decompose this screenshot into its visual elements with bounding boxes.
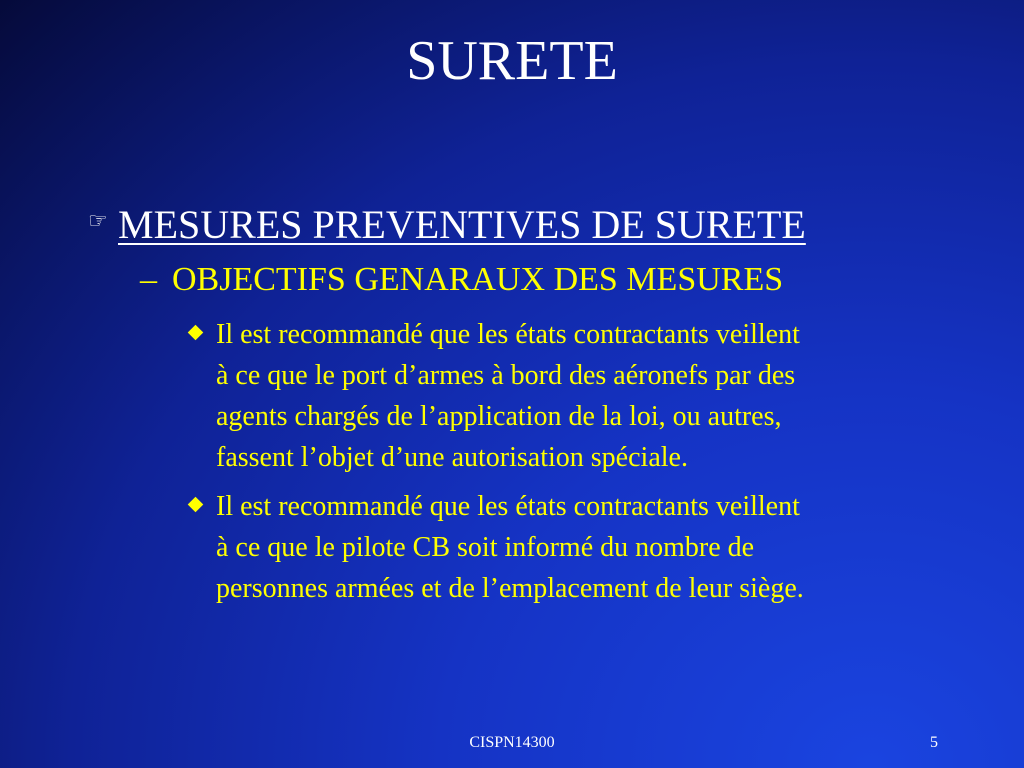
heading-text: MESURES PREVENTIVES DE SURETE	[118, 202, 806, 247]
diamond-icon	[188, 325, 204, 341]
page-number: 5	[930, 734, 938, 751]
bullet-line: Il est recommandé que les états contractants veillent	[216, 319, 800, 350]
bullet-item-2	[190, 486, 950, 609]
bullet-text	[216, 314, 950, 478]
diamond-icon	[188, 497, 204, 513]
dash-marker: –	[140, 261, 157, 298]
pointing-hand-icon: ☞	[88, 208, 108, 233]
bullet-line: Il est recommandé que les états contractants veillent	[216, 491, 800, 522]
heading-bullet	[88, 197, 806, 249]
bullet-item-1	[190, 314, 950, 478]
bullet-line: agents chargés de l’application de la loi, ou autres,	[216, 401, 782, 432]
subheading-bullet	[140, 258, 783, 302]
bullet-line: à ce que le pilote CB soit informé du nombre de	[216, 532, 755, 563]
bullet-line: à ce que le port d’armes à bord des aéronefs par des	[216, 360, 796, 391]
footer-code: CISPN14300	[469, 734, 555, 751]
subheading-text: OBJECTIFS GENARAUX DES MESURES	[172, 261, 784, 298]
slide-title: SURETE	[406, 30, 618, 92]
bullet-line: personnes armées et de l’emplacement de leur siège.	[216, 573, 804, 604]
bullet-text	[216, 486, 950, 609]
bullet-line: fassent l’objet d’une autorisation spéciale.	[216, 442, 688, 473]
